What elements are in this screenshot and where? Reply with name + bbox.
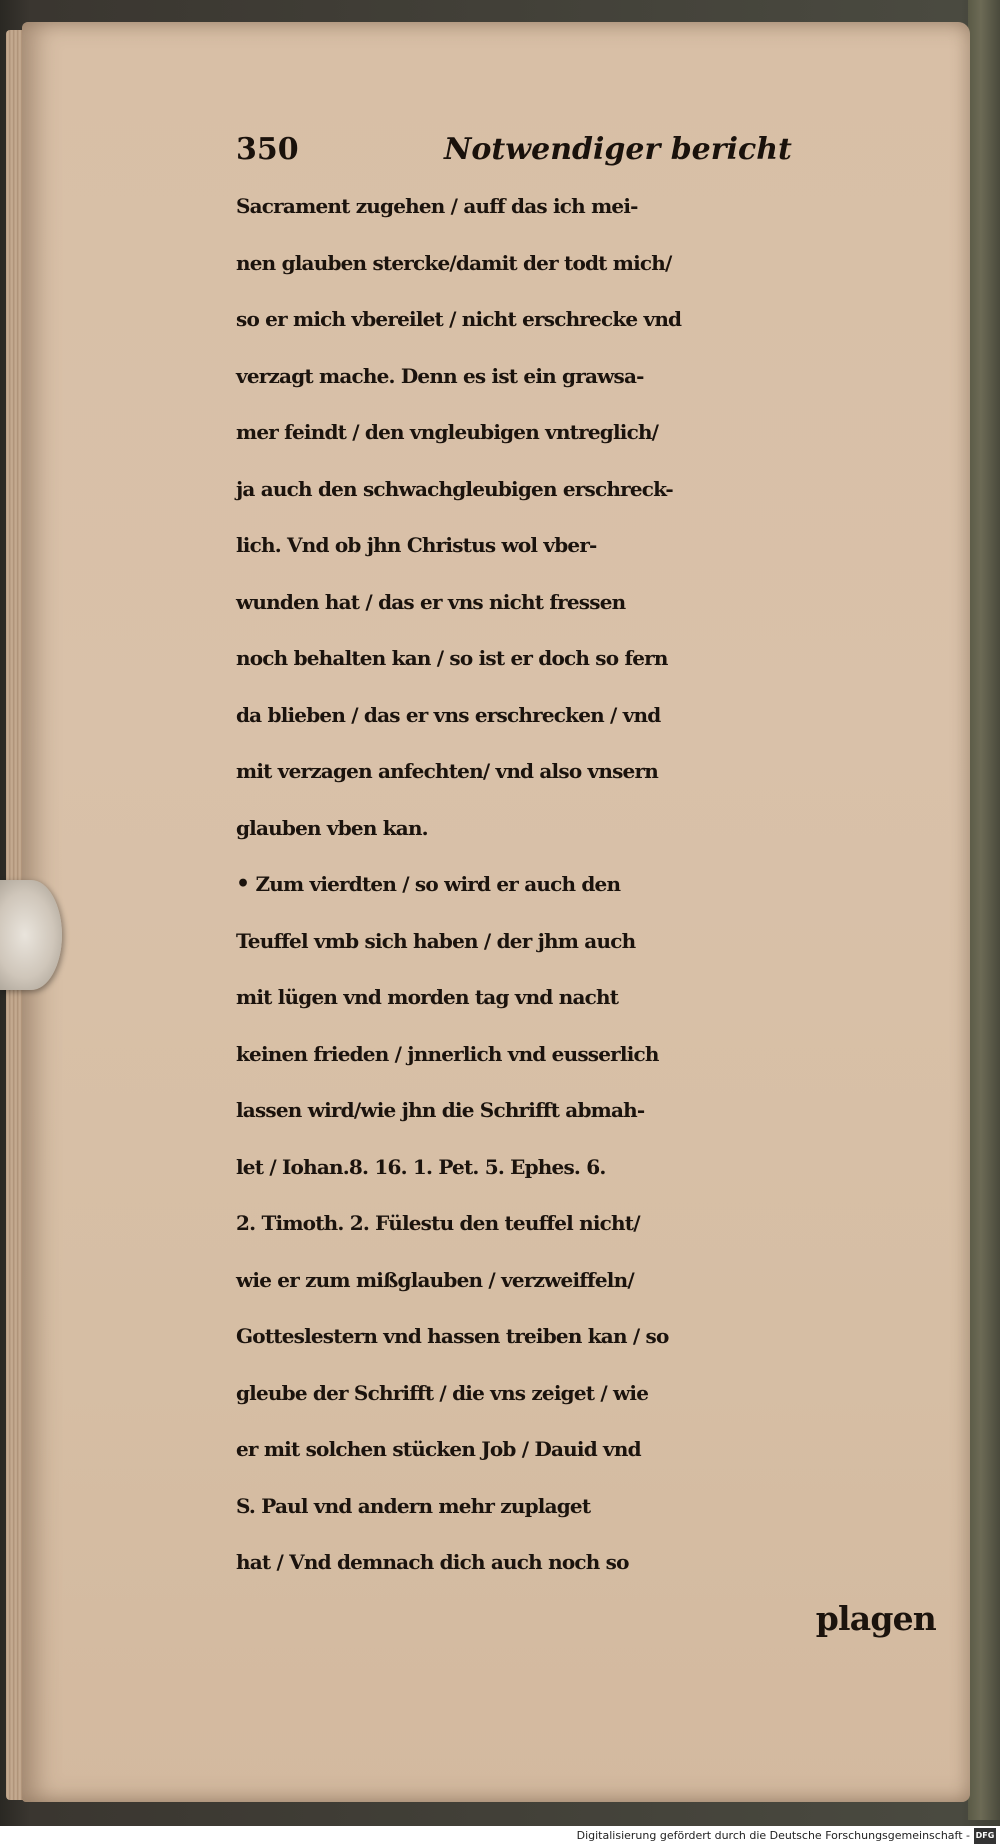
text-line: S. Paul vnd andern mehr zuplaget [236,1493,591,1518]
paragraph-mark: • [236,871,250,897]
text-line: keinen frieden / jnnerlich vnd eusserlich [236,1041,659,1066]
text-line: verzagt mache. Denn es ist ein grawsa- [236,363,644,388]
text-line: wunden hat / das er vns nicht fressen [236,589,626,614]
running-title: Notwendiger bericht [444,132,792,167]
text-line: lassen wird/wie jhn die Schrifft abmah- [236,1098,645,1122]
text-line: let / Iohan.8. 16. 1. Pet. 5. Ephes. 6. [236,1154,606,1179]
text-line: er mit solchen stücken Job / Dauid vnd [236,1437,641,1461]
text-line: ja auch den schwachgleubigen erschreck- [236,476,673,501]
text-line: nen glauben stercke/damit der todt mich/ [236,250,672,275]
text-line: mit lügen vnd morden tag vnd nacht [236,985,619,1009]
text-line: so er mich vbereilet / nicht erschrecke vnd [236,307,682,331]
text-line: mer feindt / den vngleubigen vntreglich/ [236,420,659,444]
book-edge-right [968,0,1000,1820]
text-line: lich. Vnd ob jhn Christus wol vber- [236,533,597,557]
catchword: plagen [815,1598,936,1638]
body-text [236,178,956,1647]
text-line: da blieben / das er vns erschrecken / vnd [236,702,661,727]
text-line: hat / Vnd demnach dich auch noch so [236,1550,629,1574]
book-clasp [0,880,62,990]
paragraph-start-line [236,856,956,913]
running-head [236,132,796,176]
text-line: Gotteslestern vnd hassen treiben kan / so [236,1324,669,1348]
digitization-credit: Digitalisierung gefördert durch die Deutsche Forschungsgemeinschaft - [576,1829,970,1842]
text-line: gleube der Schrifft / die vns zeiget / wie [236,1380,649,1405]
text-line: wie er zum mißglauben / verzweiffeln/ [236,1267,634,1292]
text-line: Zum vierdten / so wird er auch den [255,872,621,896]
text-line: mit verzagen anfechten/ vnd also vnsern [236,759,658,783]
text-line: Sacrament zugehen / auff das ich mei- [236,194,638,218]
text-line: noch behalten kan / so ist er doch so fern [236,646,668,670]
text-line: Teuffel vmb sich haben / der jhm auch [236,928,636,953]
page-number: 350 [236,132,299,167]
dfg-logo-icon: DFG [974,1828,996,1844]
text-line: glauben vben kan. [236,815,428,840]
text-line: 2. Timoth. 2. Fülestu den teuffel nicht/ [236,1211,640,1235]
